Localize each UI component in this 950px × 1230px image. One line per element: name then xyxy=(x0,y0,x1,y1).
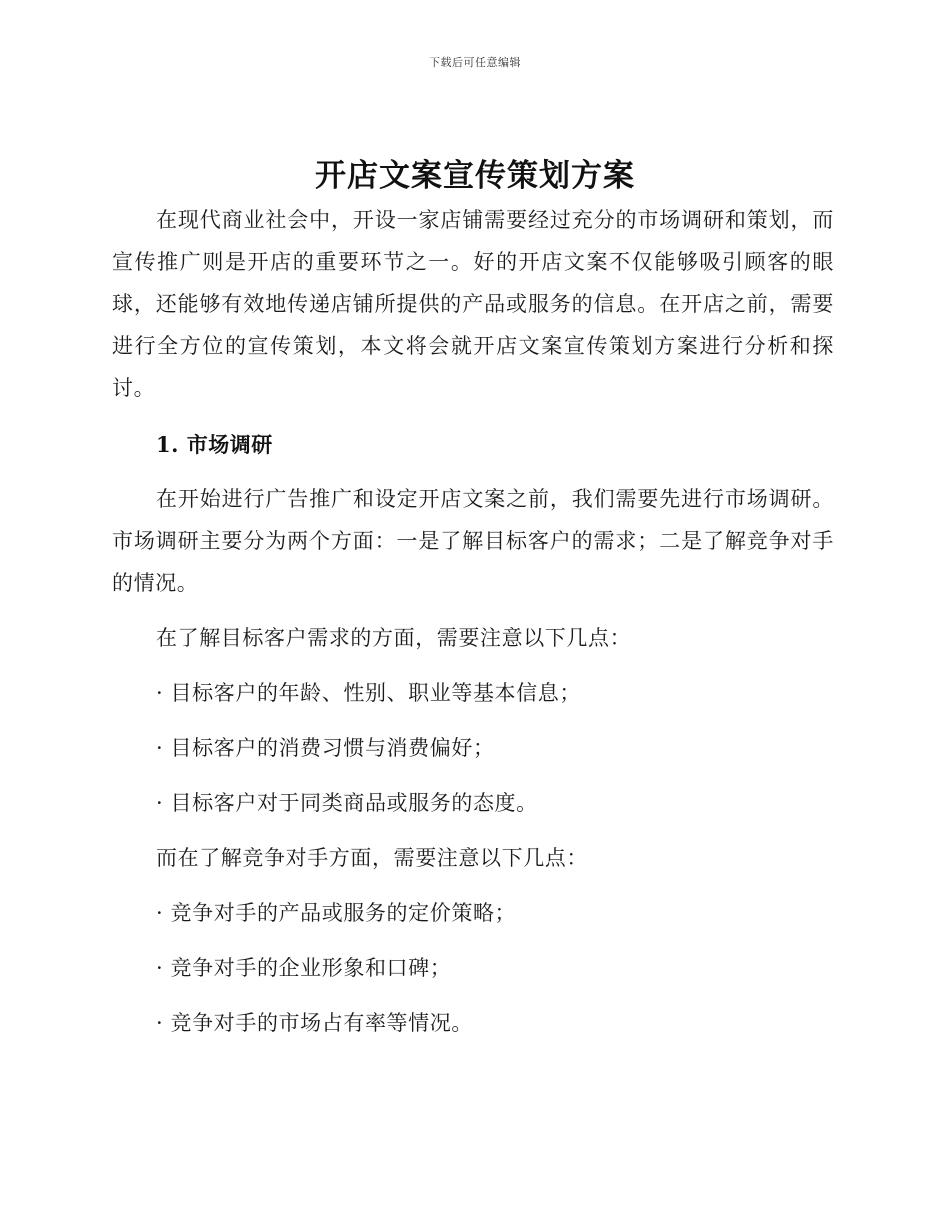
customer-lead-text: 在了解目标客户需求的方面，需要注意以下几点： xyxy=(156,626,632,650)
intro-block xyxy=(112,199,834,409)
competitor-point-1: · 竞争对手的产品或服务的定价策略； xyxy=(156,901,517,925)
document-title: 开店文案宣传策划方案 xyxy=(315,158,635,194)
section-paragraph: 在开始进行广告推广和设定开店文案之前，我们需要先进行市场调研。市场调研主要分为两个方面：一是了解目标客户的需求；二是了解竞争对手的情况。 xyxy=(112,487,834,595)
customer-point-2: · 目标客户的消费习惯与消费偏好； xyxy=(156,736,495,760)
customer-point-1: · 目标客户的年龄、性别、职业等基本信息； xyxy=(156,681,581,705)
competitor-point-2: · 竞争对手的企业形象和口碑； xyxy=(156,956,452,980)
competitor-lead-text: 而在了解竞争对手方面，需要注意以下几点： xyxy=(156,846,588,870)
competitor-point-3: · 竞争对手的市场占有率等情况。 xyxy=(156,1011,473,1035)
section-heading-market-research: 1. 市场调研 xyxy=(156,432,273,457)
header-note: 下载后可任意编辑 xyxy=(429,56,521,69)
customer-point-3: · 目标客户对于同类商品或服务的态度。 xyxy=(156,791,538,815)
intro-paragraph: 在现代商业社会中，开设一家店铺需要经过充分的市场调研和策划，而宣传推广则是开店的重要环节之一。好的开店文案不仅能够吸引顾客的眼球，还能够有效地传递店铺所提供的产品或服务的信息。在开店之前，需要进行全方位的宣传策划，本文将会就开店文案宣传策划方案进行分析和探讨。 xyxy=(112,208,834,400)
section-paragraph-block xyxy=(112,478,834,604)
